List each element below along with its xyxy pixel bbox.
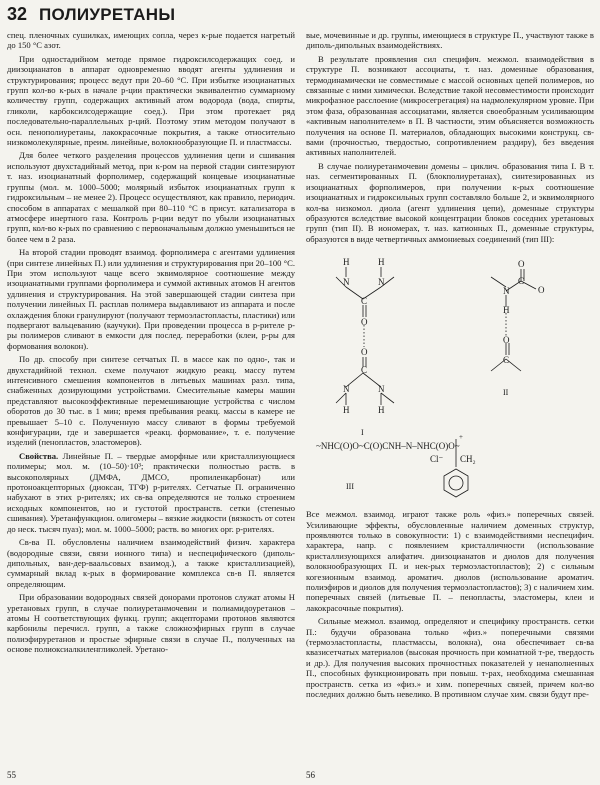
paragraph: В случае полиуретанмочевин домены – циклич. образования типа I. В т. наз. сегментированных П. (блокполиуретанах), синтезированных из изоцианатных форполимеров, при получении к-рых соотношение изоцианатных и гидроксильных групп составляло больше 2, и эквимолярного кол-ва низкомол. диола (агент удлинения цепи), доменные структуры образуются вследствие высокой концентрации блоков соседних уретановых групп (тип II). В иономерах, т. наз. катионных П., доменные структуры, образуются в виде четвертичных аммониевых соединений (тип III): bbox=[306, 160, 594, 244]
atom-n: N bbox=[378, 277, 385, 288]
right-column bbox=[306, 30, 594, 768]
atom-h: H bbox=[343, 257, 350, 268]
atom-h: H bbox=[378, 257, 385, 268]
properties-paragraph bbox=[7, 451, 295, 534]
page-header bbox=[7, 4, 175, 30]
atom-o: O bbox=[518, 259, 525, 270]
atom-h: H bbox=[503, 305, 510, 316]
atom-n: N bbox=[343, 384, 350, 395]
footer-page-left: 55 bbox=[7, 770, 16, 780]
page-title: ПОЛИУРЕТАНЫ bbox=[39, 5, 176, 24]
paragraph: вые, мочевинные и др. группы, имеющиеся в структуре П., участвуют также в диполь-дипольных взаимодействиях. bbox=[306, 30, 594, 51]
structure-label-2: II bbox=[503, 388, 509, 398]
atom-c: C bbox=[361, 296, 368, 307]
counter-ion: Cl⁻ bbox=[430, 454, 444, 465]
chemical-structures-figure bbox=[306, 247, 594, 505]
paragraph: При образовании водородных связей донорами протонов служат атомы Н уретановых групп, в случае полиуретанмочевин и полиамидоуретанов – атомы Н соответствующих функц. групп; акцепторами протонов являются карбонилы перечисл. групп, а также сложноэфирных групп в случае полиэфируретанов и простые эфирные связи в случае П., полученных на основе полиоксиалкиленгликолей. Уретано- bbox=[7, 592, 295, 655]
atom-o: O bbox=[538, 285, 545, 296]
atom-n: N bbox=[503, 286, 510, 297]
atom-o: O bbox=[361, 347, 368, 358]
paragraph: На второй стадии проводят взаимод. форполимера с агентами удлинения (при синтезе линейных П.) или удлинения и структурирования при 20–100 °С. При этом используют чаще всего эквимолярное соотношение между изоцианатными группами форполимера и суммой активных атомов Н агентов удлинения и структурирования. На этой завершающей стадии синтеза при получении линейных П. расплав полимера выдавливают из аппарата и после охлаждения блоки гранулируют (получают термоэластопласты, пластики) или подвергают вальцеванию (каучуки). При проведении процесса в р-рителе р-ры полимеров сливают в емкости для послед. переработки (клеи, р-ры для формования волокон). bbox=[7, 247, 295, 351]
paragraph: При одностадийном методе прямое гидроксилсодержащих соед. и диизоцианатов в аппарат одновременно вводят агенты удлинения и структурирования; процесс ведут при 20–60 °С. При избытке изоцианатных групп кол-во к-рых в начале р-ции практически эквивалентно суммарному количеству групп, содержащих активный атом водорода (вода, спирты, гликоли, карбоксилсодержащие соед.). При этом протекает ряд последовательно-параллельных р-ций. Поэтому этим методом получают в осн. пенополиуретаны, лакокрасочные покрытия, а также относительно низкомолекулярные, преим. линейные, волокнообразующие П. и пластмассы. bbox=[7, 53, 295, 148]
page-number: 32 bbox=[7, 4, 28, 24]
paragraph: Св-ва П. обусловлены наличием взаимодействий физич. характера (водородные связи, связи ионного типа) и неспецифического (диполь-дипольных, ван-дер-ваальсовых взаимод.), а также кристаллизацией), суммарный вклад к-рых в формирование комплекса св-в П. является определяющим. bbox=[7, 537, 295, 589]
ch2-group: CH₂ bbox=[460, 454, 476, 465]
atom-n: N bbox=[378, 384, 385, 395]
atom-h: H bbox=[378, 405, 385, 416]
formula-iii: ~NHC(O)O~C(O)CNH–N–NHC(O)O~ bbox=[316, 441, 460, 452]
section-text: Линейные П. – твердые аморфные или кристаллизующиеся полимеры; мол. м. (10–50)·10³; практически полностью раств. в высокополярных (ДМФА, ДМСО, пропиленкарбонат) или протоноакцепторных (диоксан, ТГФ) р-рителях. Сетчатые П. ограниченно набухают в этих р-рителях; их св-ва определяются не только строением исходных компонентов, но и густотой пространств. сетки (степенью сшивания). Уретанфункцион. олигомеры – вязкие жидкости (вязкость от сотен до неск. тысяч пуаз); мол. м. 1000–5000; раств. во многих орг. р-рителях. bbox=[7, 450, 295, 534]
atom-o: O bbox=[503, 335, 510, 346]
paragraph: Сильные межмол. взаимод. определяют и специфику пространств. сетки П.: будучи образована только «физ.» поперечными связями (термоэластопласты, пластмассы, волокна), она обеспечивает св-ва квазисетчатых материалов (высокая прочность при комнатной т-ре, твердость и др.). Для получения высоких прочностных показателей у ненаполненных П., способных функционировать при повыш. т-рах, необходима смешанная пространств. сетка из «физ.» и хим. поперечных связей, причем кол-во последних должно быть невелико. В противном случае хим. связи будут пре- bbox=[306, 616, 594, 700]
atom-c: C bbox=[503, 355, 510, 366]
atom-c: C bbox=[518, 276, 525, 287]
paragraph: По др. способу при синтезе сетчатых П. в массе как по одно-, так и двухстадийной технол. схеме получают жидкую реакц. массу путем интенсивного смешения компонентов в литьевых машинах разл. типа, снабженных дозирующими устройствами. Смесительные камеры машин представляют высокоэффективные перемешивающие устройства с числом оборотов до 30 тыс. в 1 мин; время пребывания реакц. массы в камере не превышает 5–10 с. Полученную массу сливают в формы требуемой конфигурации, где и завершается «реакц. формование», т. е. получение изделий (пенопластов, эластомеров). bbox=[7, 354, 295, 448]
atom-n: N bbox=[343, 277, 350, 288]
atom-h: H bbox=[343, 405, 350, 416]
paragraph: Все межмол. взаимод. играют также роль «физ.» поперечных связей. Усиливающие эффекты, обусловленные наличием доменных структур, проявляются только в совокупности: 1) с взаимодействиями неспецифич. характера, напр. с появлением кристалличности (использование кристаллизующихся алифатич. диизоцианатов и диолов для получения волокнообразующих П. и нек-рых термоэластопластов); 2) с сильным когезионным взаимод. ароматич. диолов (использование ароматич. полиэфиров и диолов для получения термоэластопластов); 3) с наличием хим. поперечных связей (литьевые П. – пенопласты, эластомеры, клеи и лакокрасочные покрытия). bbox=[306, 509, 594, 613]
paragraph: В результате проявления сил специфич. межмол. взаимодействия в структуре П. возникают ассоциаты, т. наз. доменные образования, термодинамически не совместимые с массой основных цепей полимеров, но связанные с ними химически. Вследствие такой несовместимости происходит микрофазное расслоение (микросегрегация) на надмолекулярном уровне. При этом фаза, образованная ассоциатами, является своеобразным усиливающим «активным наполнителем» в П. В частности, этим объясняется возможность получения на основе П. материалов, обладающих высокими конструкц. св-вами (прочностью, твердостью, сопротивлением раздиру), без введения активных наполнителей. bbox=[306, 53, 594, 158]
section-lead: Свойства. bbox=[19, 450, 59, 461]
paragraph: спец. пленочных сушилках, имеющих сопла, через к-рые подается нагретый до 150 °С азот. bbox=[7, 30, 295, 51]
structure-drawing bbox=[306, 247, 594, 505]
atom-o: O bbox=[361, 317, 368, 328]
atom-c: C bbox=[361, 365, 368, 376]
footer-page-right: 56 bbox=[306, 770, 315, 780]
paragraph: Для более четкого разделения процессов удлинения цепи и сшивания используют двухстадийный метод, при к-ром на первой стадии синтезируют т. наз. изоцианатный форполимер, содержащий концевые изоцианатные группы (мол. м. 1000–5000; молярный избыток изоцианатных групп к гидроксильным – не менее 2). Процесс осуществляют, как правило, периодич. способом в аппаратах с мешалкой при 80–110 °С в присут. катализатора в атмосфере инертного газа. Контроль р-ции ведут по убыли изоцианатных групп, кол-во к-рых по сравнению с первоначальным должно уменьшиться не более чем в 2 раза. bbox=[7, 150, 295, 244]
left-column bbox=[7, 30, 295, 768]
plus-sign: + bbox=[459, 433, 463, 442]
structure-label-3: III bbox=[346, 482, 354, 492]
structure-label-1: I bbox=[361, 428, 364, 438]
